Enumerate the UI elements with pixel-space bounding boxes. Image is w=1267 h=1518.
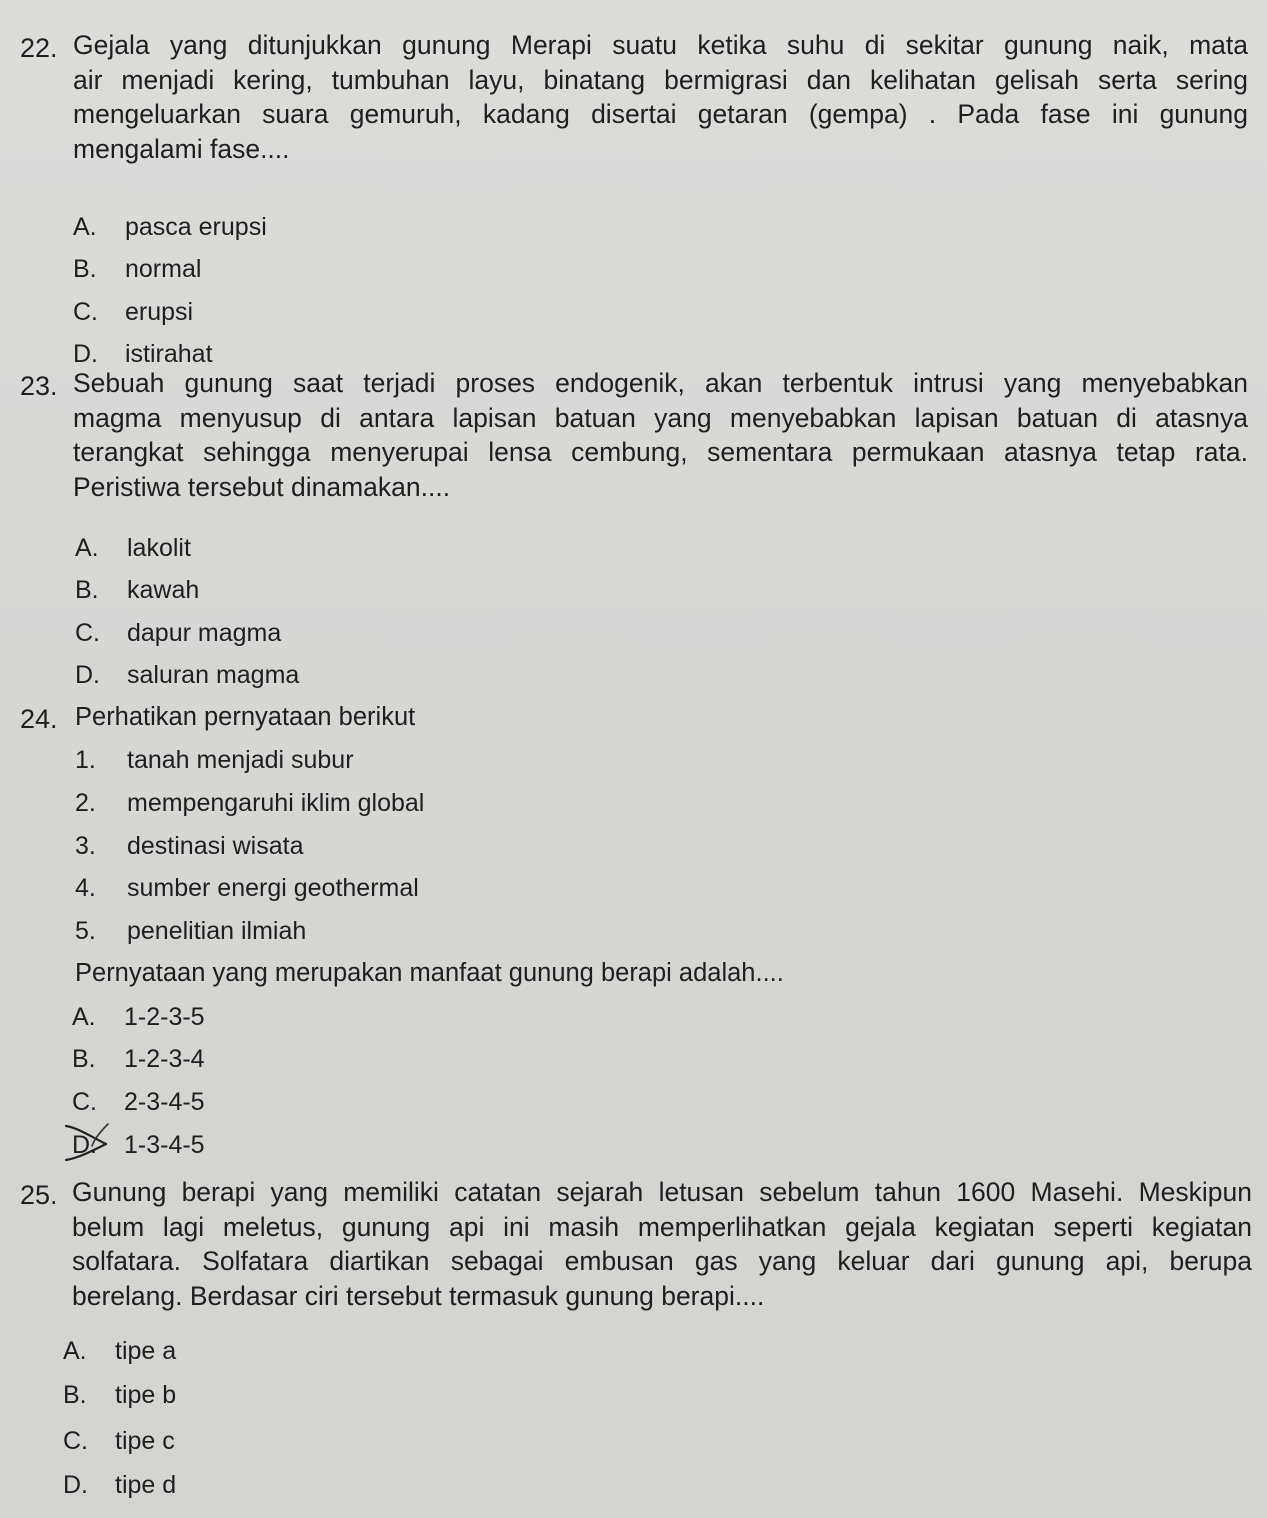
option-letter: A.	[75, 534, 99, 562]
option-text: 1-3-4-5	[124, 1131, 205, 1159]
option-text: 1-2-3-5	[124, 1003, 205, 1031]
question-line: magma menyusup di antara lapisan batuan yang menyebabkan lapisan batuan di atasnya	[73, 402, 1248, 433]
statement-2	[75, 789, 424, 818]
option-d[interactable]	[73, 340, 213, 369]
option-letter: B.	[72, 1045, 96, 1073]
handwritten-answer-mark	[60, 1120, 130, 1168]
question-number: 22.	[20, 33, 58, 63]
option-text: normal	[125, 255, 202, 283]
question-text	[72, 1175, 1252, 1313]
option-letter: C.	[63, 1427, 88, 1455]
statement-number: 2.	[75, 789, 96, 817]
option-b[interactable]	[75, 576, 199, 605]
statement-number: 3.	[75, 832, 96, 860]
question-line: mengalami fase....	[73, 133, 290, 164]
question-line: Sebuah gunung saat terjadi proses endogenik, akan terbentuk intrusi yang menyebabkan	[73, 368, 1248, 398]
question-line: Gunung berapi yang memiliki catatan sejarah letusan sebelum tahun 1600 Masehi. Meskipun	[72, 1177, 1252, 1207]
option-letter: B.	[75, 576, 99, 604]
option-b[interactable]	[72, 1045, 205, 1074]
statement-text: sumber energi geothermal	[127, 874, 419, 902]
option-b[interactable]	[63, 1381, 176, 1410]
option-a[interactable]	[72, 1003, 205, 1032]
question-line: terangkat sehingga menyerupai lensa cembung, sementara permukaan atasnya tetap rata.	[73, 437, 1248, 467]
option-text: 2-3-4-5	[124, 1088, 205, 1116]
option-a[interactable]	[75, 534, 191, 563]
statement-3	[75, 832, 303, 861]
question-number: 24.	[20, 704, 58, 734]
option-letter: D.	[75, 661, 100, 689]
question-line: air menjadi kering, tumbuhan layu, binatang bermigrasi dan kelihatan gelisah serta sering	[73, 64, 1248, 95]
option-letter: A.	[72, 1003, 96, 1031]
option-b[interactable]	[73, 255, 201, 284]
option-text: tipe a	[115, 1337, 177, 1365]
option-text: tipe d	[115, 1471, 177, 1499]
statement-text: tanah menjadi subur	[127, 746, 354, 774]
question-line: Gejala yang ditunjukkan gunung Merapi suatu ketika suhu di sekitar gunung naik, mata	[73, 30, 1248, 60]
option-text: pasca erupsi	[125, 213, 267, 241]
option-text: tipe c	[115, 1427, 175, 1455]
option-c[interactable]	[63, 1427, 175, 1456]
option-text: kawah	[127, 576, 200, 604]
option-letter: A.	[63, 1337, 87, 1365]
option-letter: C.	[72, 1088, 97, 1116]
option-letter: B.	[73, 255, 97, 283]
option-d[interactable]	[75, 661, 299, 690]
option-letter: A.	[73, 213, 97, 241]
question-text	[73, 366, 1248, 504]
option-text: lakolit	[127, 534, 191, 562]
option-letter: D.	[63, 1471, 88, 1499]
statement-text: destinasi wisata	[127, 832, 304, 860]
option-c[interactable]	[73, 298, 193, 327]
option-a[interactable]	[73, 213, 267, 242]
option-a[interactable]	[63, 1337, 176, 1366]
question-intro: Perhatikan pernyataan berikut	[75, 703, 416, 731]
statement-number: 1.	[75, 746, 96, 774]
question-line: mengeluarkan suara gemuruh, kadang disertai getaran (gempa) . Pada fase ini gunung	[73, 99, 1248, 129]
question-number: 23.	[20, 371, 58, 401]
statement-text: mempengaruhi iklim global	[127, 789, 425, 817]
question-text	[73, 28, 1248, 166]
option-text: erupsi	[125, 298, 194, 326]
statement-number: 5.	[75, 917, 96, 945]
question-line: solfatara. Solfatara diartikan sebagai embusan gas yang keluar dari gunung api, berupa	[72, 1246, 1252, 1276]
option-c[interactable]	[75, 619, 281, 648]
option-text: 1-2-3-4	[124, 1045, 205, 1073]
option-letter: C.	[73, 298, 98, 326]
question-line: berelang. Berdasar ciri tersebut termasuk gunung berapi....	[72, 1280, 765, 1311]
option-text: istirahat	[125, 340, 213, 368]
option-c[interactable]	[72, 1088, 205, 1117]
option-letter: D.	[72, 1131, 97, 1159]
statement-text: penelitian ilmiah	[127, 917, 307, 945]
statement-4	[75, 874, 419, 903]
statement-1	[75, 746, 354, 775]
option-text: tipe b	[115, 1381, 177, 1409]
question-line: Peristiwa tersebut dinamakan....	[73, 471, 451, 502]
option-text: saluran magma	[127, 661, 300, 689]
option-letter: B.	[63, 1381, 87, 1409]
question-prompt: Pernyataan yang merupakan manfaat gunung berapi adalah....	[75, 959, 784, 987]
option-letter: D.	[73, 340, 98, 368]
question-number: 25.	[20, 1180, 58, 1210]
statement-number: 4.	[75, 874, 96, 902]
statement-5	[75, 917, 306, 946]
question-line: belum lagi meletus, gunung api ini masih memperlihatkan gejala kegiatan seperti kegiatan	[72, 1211, 1252, 1242]
option-d[interactable]	[63, 1471, 176, 1500]
option-letter: C.	[75, 619, 100, 647]
option-text: dapur magma	[127, 619, 282, 647]
